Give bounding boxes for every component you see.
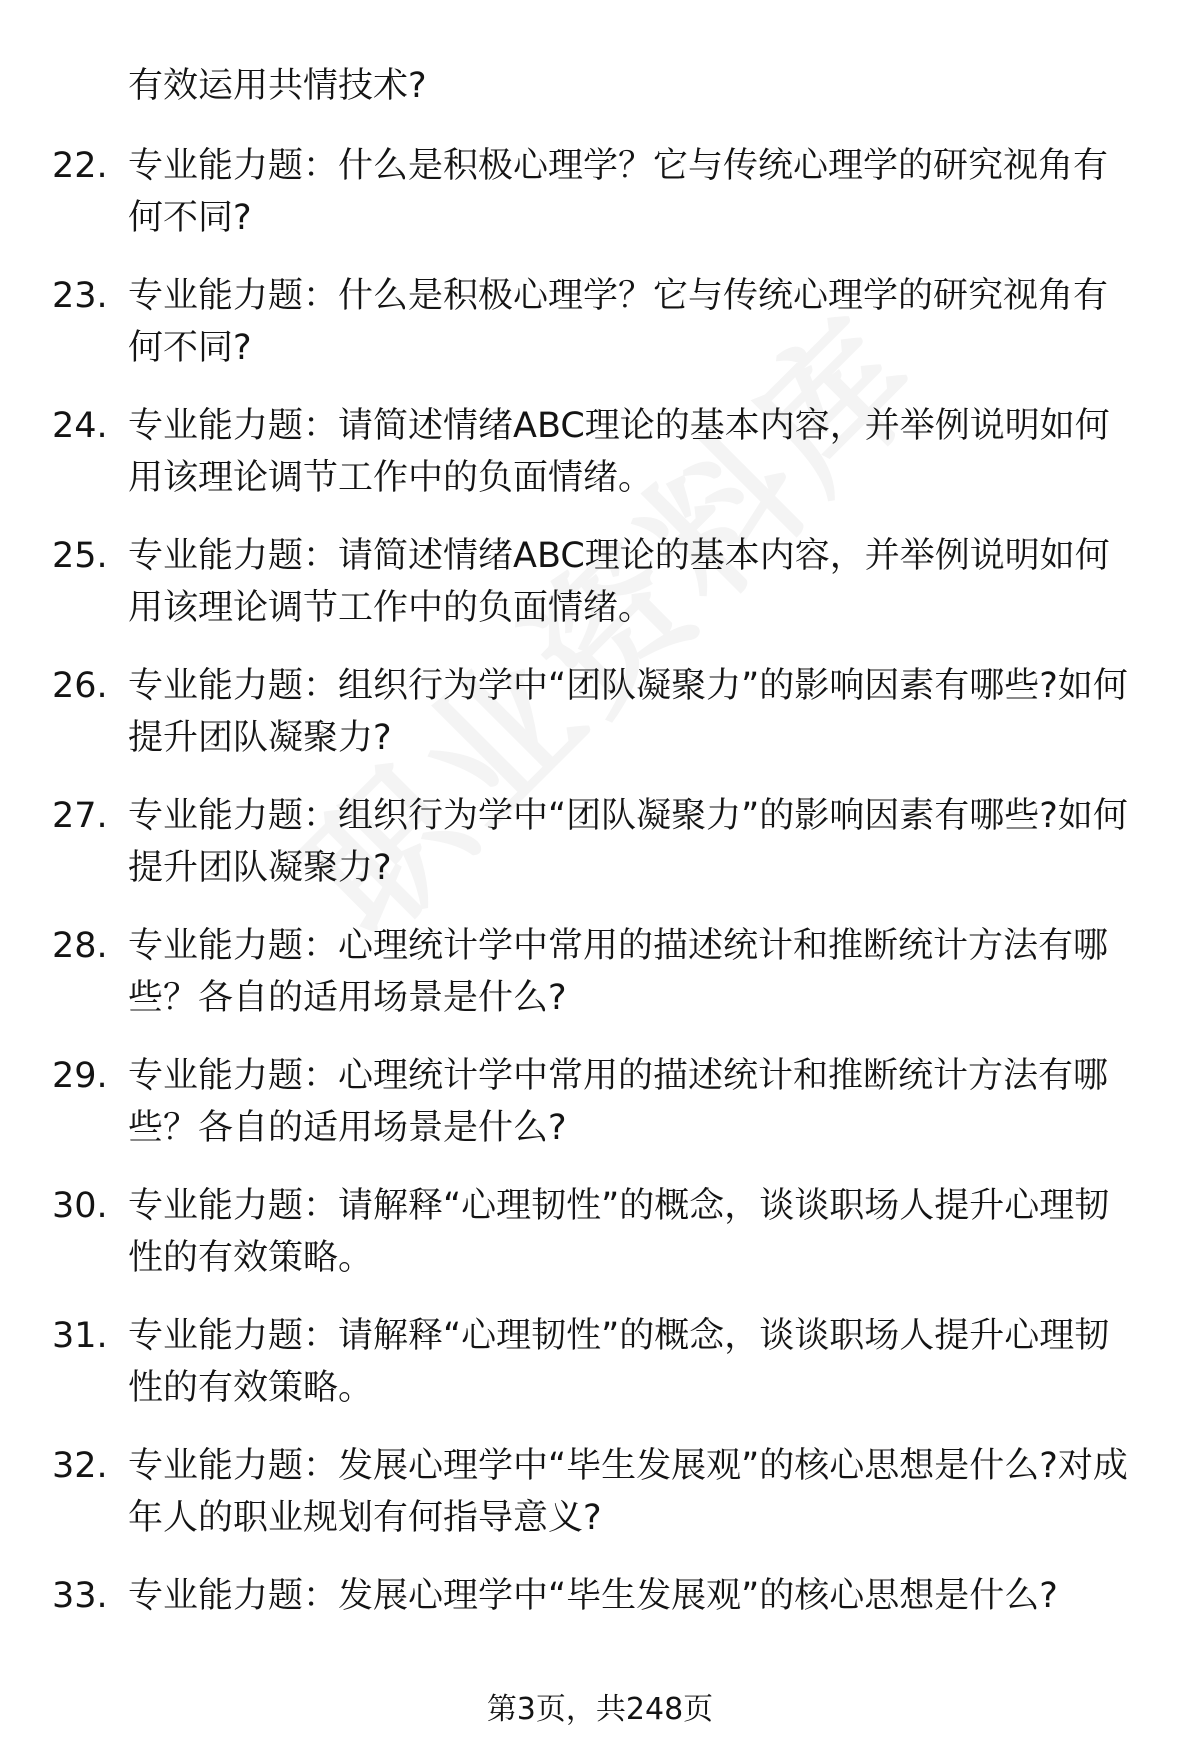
question-number: 26. bbox=[52, 666, 108, 706]
question-number: 25. bbox=[52, 536, 108, 576]
question-text: 专业能力题：什么是积极心理学？它与传统心理学的研究视角有何不同? bbox=[128, 146, 1109, 238]
list-item bbox=[0, 270, 1200, 400]
question-text: 专业能力题：心理统计学中常用的描述统计和推断统计方法有哪些？各自的适用场景是什么? bbox=[128, 926, 1109, 1018]
question-number: 33. bbox=[52, 1576, 108, 1616]
question-number: 23. bbox=[52, 276, 108, 316]
question-number: 31. bbox=[52, 1316, 108, 1356]
list-item bbox=[0, 1180, 1200, 1310]
question-text: 专业能力题：请解释“心理韧性”的概念，谈谈职场人提升心理韧性的有效策略。 bbox=[128, 1186, 1110, 1278]
list-item bbox=[0, 400, 1200, 530]
question-text: 专业能力题：什么是积极心理学？它与传统心理学的研究视角有何不同? bbox=[128, 276, 1109, 368]
list-item bbox=[0, 1050, 1200, 1180]
question-number: 27. bbox=[52, 796, 108, 836]
list-item bbox=[0, 1310, 1200, 1440]
question-text: 专业能力题：心理统计学中常用的描述统计和推断统计方法有哪些？各自的适用场景是什么? bbox=[128, 1056, 1109, 1148]
list-item bbox=[0, 920, 1200, 1050]
question-number: 28. bbox=[52, 926, 108, 966]
question-text: 专业能力题：请解释“心理韧性”的概念，谈谈职场人提升心理韧性的有效策略。 bbox=[128, 1316, 1110, 1408]
question-number: 30. bbox=[52, 1186, 108, 1226]
list-item bbox=[0, 140, 1200, 270]
question-number: 24. bbox=[52, 406, 108, 446]
question-number: 32. bbox=[52, 1446, 108, 1486]
question-text: 专业能力题：发展心理学中“毕生发展观”的核心思想是什么?对成年人的职业规划有何指导意义? bbox=[128, 1446, 1128, 1538]
question-text: 专业能力题：组织行为学中“团队凝聚力”的影响因素有哪些?如何提升团队凝聚力? bbox=[128, 796, 1128, 888]
question-number: 29. bbox=[52, 1056, 108, 1096]
page-footer: 第3页，共248页 bbox=[486, 1692, 714, 1727]
list-item bbox=[0, 1440, 1200, 1570]
question-text: 专业能力题：发展心理学中“毕生发展观”的核心思想是什么? bbox=[128, 1576, 1058, 1616]
question-text: 专业能力题：组织行为学中“团队凝聚力”的影响因素有哪些?如何提升团队凝聚力? bbox=[128, 666, 1128, 758]
question-continuation: 有效运用共情技术? bbox=[128, 66, 427, 106]
list-item bbox=[0, 790, 1200, 920]
question-list bbox=[0, 140, 1200, 1700]
list-item bbox=[0, 1570, 1200, 1700]
question-number: 22. bbox=[52, 146, 108, 186]
question-text: 专业能力题：请简述情绪ABC理论的基本内容，并举例说明如何用该理论调节工作中的负面情绪。 bbox=[128, 406, 1110, 498]
list-item bbox=[0, 530, 1200, 660]
question-text: 专业能力题：请简述情绪ABC理论的基本内容，并举例说明如何用该理论调节工作中的负面情绪。 bbox=[128, 536, 1110, 628]
list-item bbox=[0, 660, 1200, 790]
